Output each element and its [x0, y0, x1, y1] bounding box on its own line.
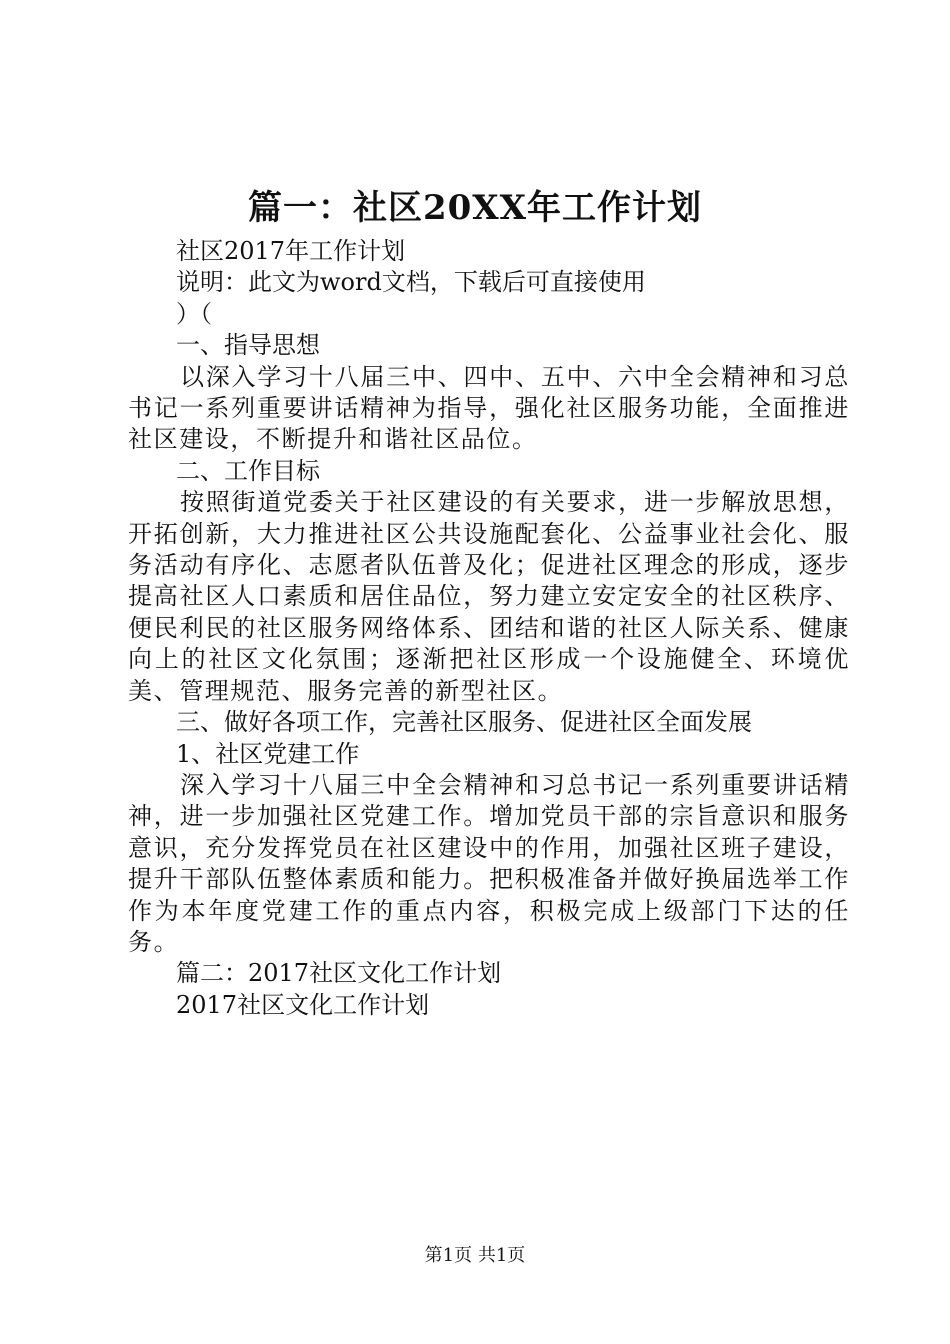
- section-heading-work-goals: 二、工作目标: [176, 456, 320, 485]
- paragraph-party-building: 深入学习十八届三中全会精神和习总书记一系列重要讲话精神，进一步加强社区党建工作。增加党员干部的宗旨意识和服务意识，充分发挥党员在社区建设中的作用，加强社区班子建设，提升干部队伍整体素质和能力。把积极准备并做好换届选举工作作为本年度党建工作的重点内容，积极完成上级部门下达的任务。: [128, 770, 850, 956]
- document-title: 篇一：社区20XX年工作计划: [247, 188, 703, 228]
- page-footer: 第1页 共1页: [424, 1245, 526, 1266]
- subsection-heading-party-building: 1、社区党建工作: [176, 739, 360, 768]
- document-body: [128, 236, 850, 1021]
- section-heading-guiding-thought: 一、指导思想: [176, 331, 320, 360]
- part-two-heading: 篇二：2017社区文化工作计划: [176, 959, 502, 988]
- usage-note: 说明：此文为word文档，下载后可直接使用: [176, 268, 646, 297]
- parenthesis-line: ）（: [176, 299, 212, 328]
- paragraph-guiding-thought: 以深入学习十八届三中、四中、五中、六中全会精神和习总书记一系列重要讲话精神为指导，强化社区服务功能，全面推进社区建设，不断提升和谐社区品位。: [128, 362, 850, 454]
- part-two-subtitle: 2017社区文化工作计划: [176, 990, 430, 1019]
- paragraph-work-goals: 按照街道党委关于社区建设的有关要求，进一步解放思想，开拓创新，大力推进社区公共设施配套化、公益事业社会化、服务活动有序化、志愿者队伍普及化；促进社区理念的形成，逐步提高社区人口素质和居住品位，努力建立安定安全的社区秩序、便民利民的社区服务网络体系、团结和谐的社区人际关系、健康向上的社区文化氛围；逐渐把社区形成一个设施健全、环境优美、管理规范、服务完善的新型社区。: [128, 488, 850, 705]
- section-heading-tasks: 三、做好各项工作，完善社区服务、促进社区全面发展: [176, 708, 752, 737]
- subtitle-line: 社区2017年工作计划: [176, 237, 406, 265]
